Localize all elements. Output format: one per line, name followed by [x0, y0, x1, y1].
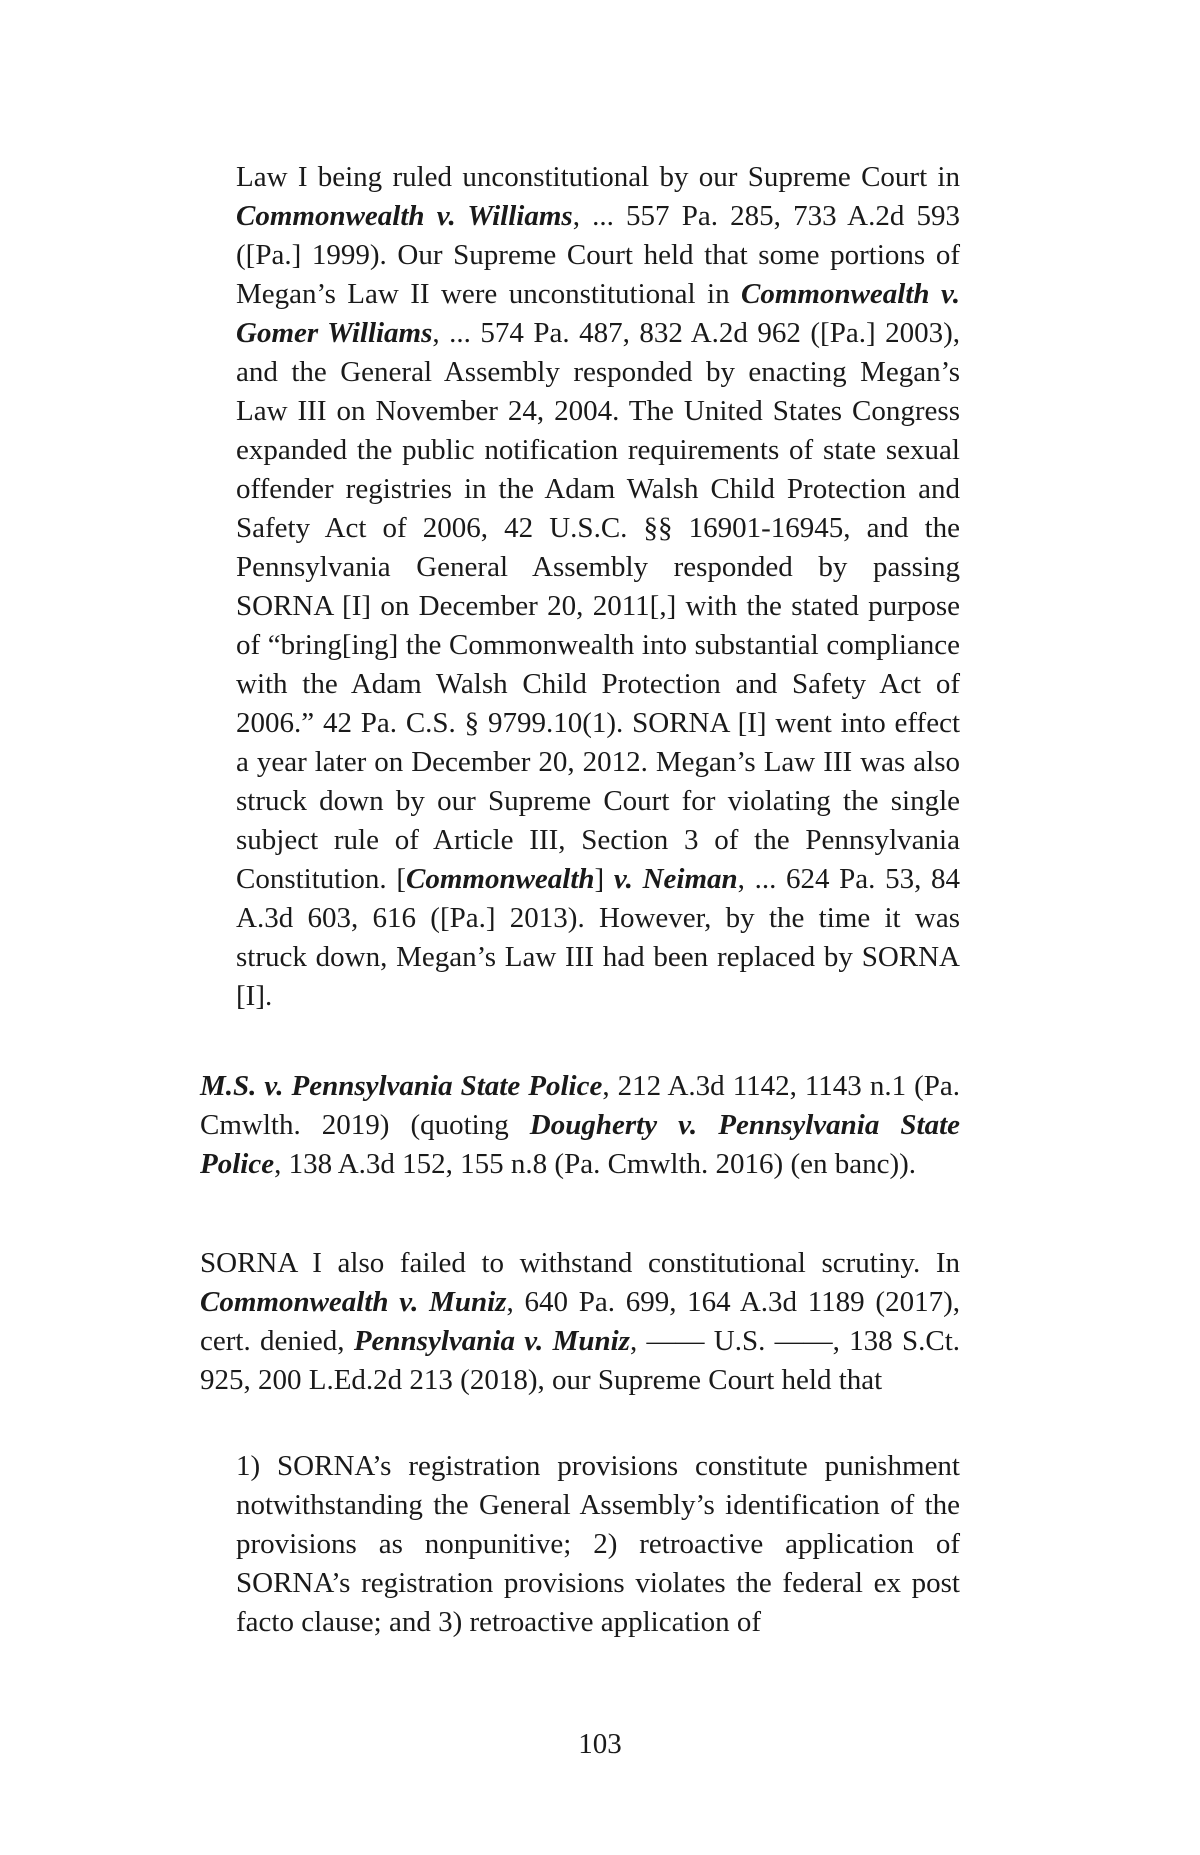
- quote-text: , ... 574 Pa. 487, 832 A.2d 962 ([Pa.] 2003), and the General Assembly responded by enacting Megan’s Law III on November 24, 2004. The United States Congress expanded the public notification requirements of state sexual offender registries in the Adam Walsh Child Protection and Safety Act of 2006, 42 U.S.C. §§ 16901-16945, and the Pennsylvania General Assembly responded by passing SORNA [I] on December 20, 2011[,] with the stated purpose of “bring[ing] the Commonwealth into substantial compliance with the Adam Walsh Child Protection and Safety Act of 2006.” 42 Pa. C.S. § 9799.10(1). SORNA [I] went into effect a year later on December 20, 2012. Megan’s Law III was also struck down by our Supreme Court for violating the single subject rule of Article III, Section 3 of the Pennsylvania Constitution. [: [236, 317, 960, 895]
- case-name: v. Neiman: [613, 863, 738, 895]
- holding-text: 1) SORNA’s registration provisions constitute punishment notwithstanding the General Assembly’s identification of the provisions as nonpunitive; 2) retroactive application of SORNA’s registration provisions violates the federal ex post facto clause; and 3) retroactive application of: [236, 1450, 960, 1638]
- quote-text: Law I being ruled unconstitutional by our Supreme Court in: [236, 161, 960, 193]
- citation-paragraph: [200, 1067, 960, 1184]
- quote-text: ]: [594, 863, 614, 895]
- citation-text: [200, 1067, 960, 1184]
- case-name: Commonwealth v. Williams: [236, 200, 573, 232]
- body-text: [200, 1244, 960, 1400]
- quote-text: , ... 557 Pa. 285, 733 A.2d 593 ([Pa.] 1999). Our Supreme Court held that some portions of Megan’s Law II were unconstitutional in: [236, 200, 960, 310]
- case-name: Dougherty v. Pennsylvania State Police: [200, 1109, 961, 1180]
- body-paragraph: [200, 1244, 960, 1400]
- case-name: Pennsylvania v. Muniz: [353, 1325, 630, 1357]
- body-fragment: , —— U.S. ——, 138 S.Ct. 925, 200 L.Ed.2d 213 (2018), our Supreme Court held that: [200, 1325, 961, 1396]
- case-name: Commonwealth: [406, 863, 595, 895]
- body-fragment: , 640 Pa. 699, 164 A.3d 1189 (2017), cert. denied,: [200, 1286, 960, 1357]
- case-name: M.S. v. Pennsylvania State Police: [200, 1070, 603, 1102]
- body-fragment: SORNA I also failed to withstand constitutional scrutiny. In: [200, 1247, 960, 1279]
- quote-text: , ... 624 Pa. 53, 84 A.3d 603, 616 ([Pa.] 2013). However, by the time it was struck down, Megan’s Law III had been replaced by SORNA [I].: [236, 863, 960, 1012]
- block-quote-holding: [236, 1447, 960, 1642]
- case-name: Commonwealth v. Gomer Williams: [236, 278, 960, 349]
- citation-fragment: , 212 A.3d 1142, 1143 n.1 (Pa. Cmwlth. 2019) (quoting: [200, 1070, 960, 1141]
- citation-fragment: , 138 A.3d 152, 155 n.8 (Pa. Cmwlth. 2016) (en banc)).: [274, 1148, 917, 1180]
- case-name: Commonwealth v. Muniz: [200, 1286, 507, 1318]
- quote-paragraph: [236, 158, 960, 1016]
- page-number: 103: [578, 1728, 622, 1760]
- block-quote-history: [236, 158, 960, 1016]
